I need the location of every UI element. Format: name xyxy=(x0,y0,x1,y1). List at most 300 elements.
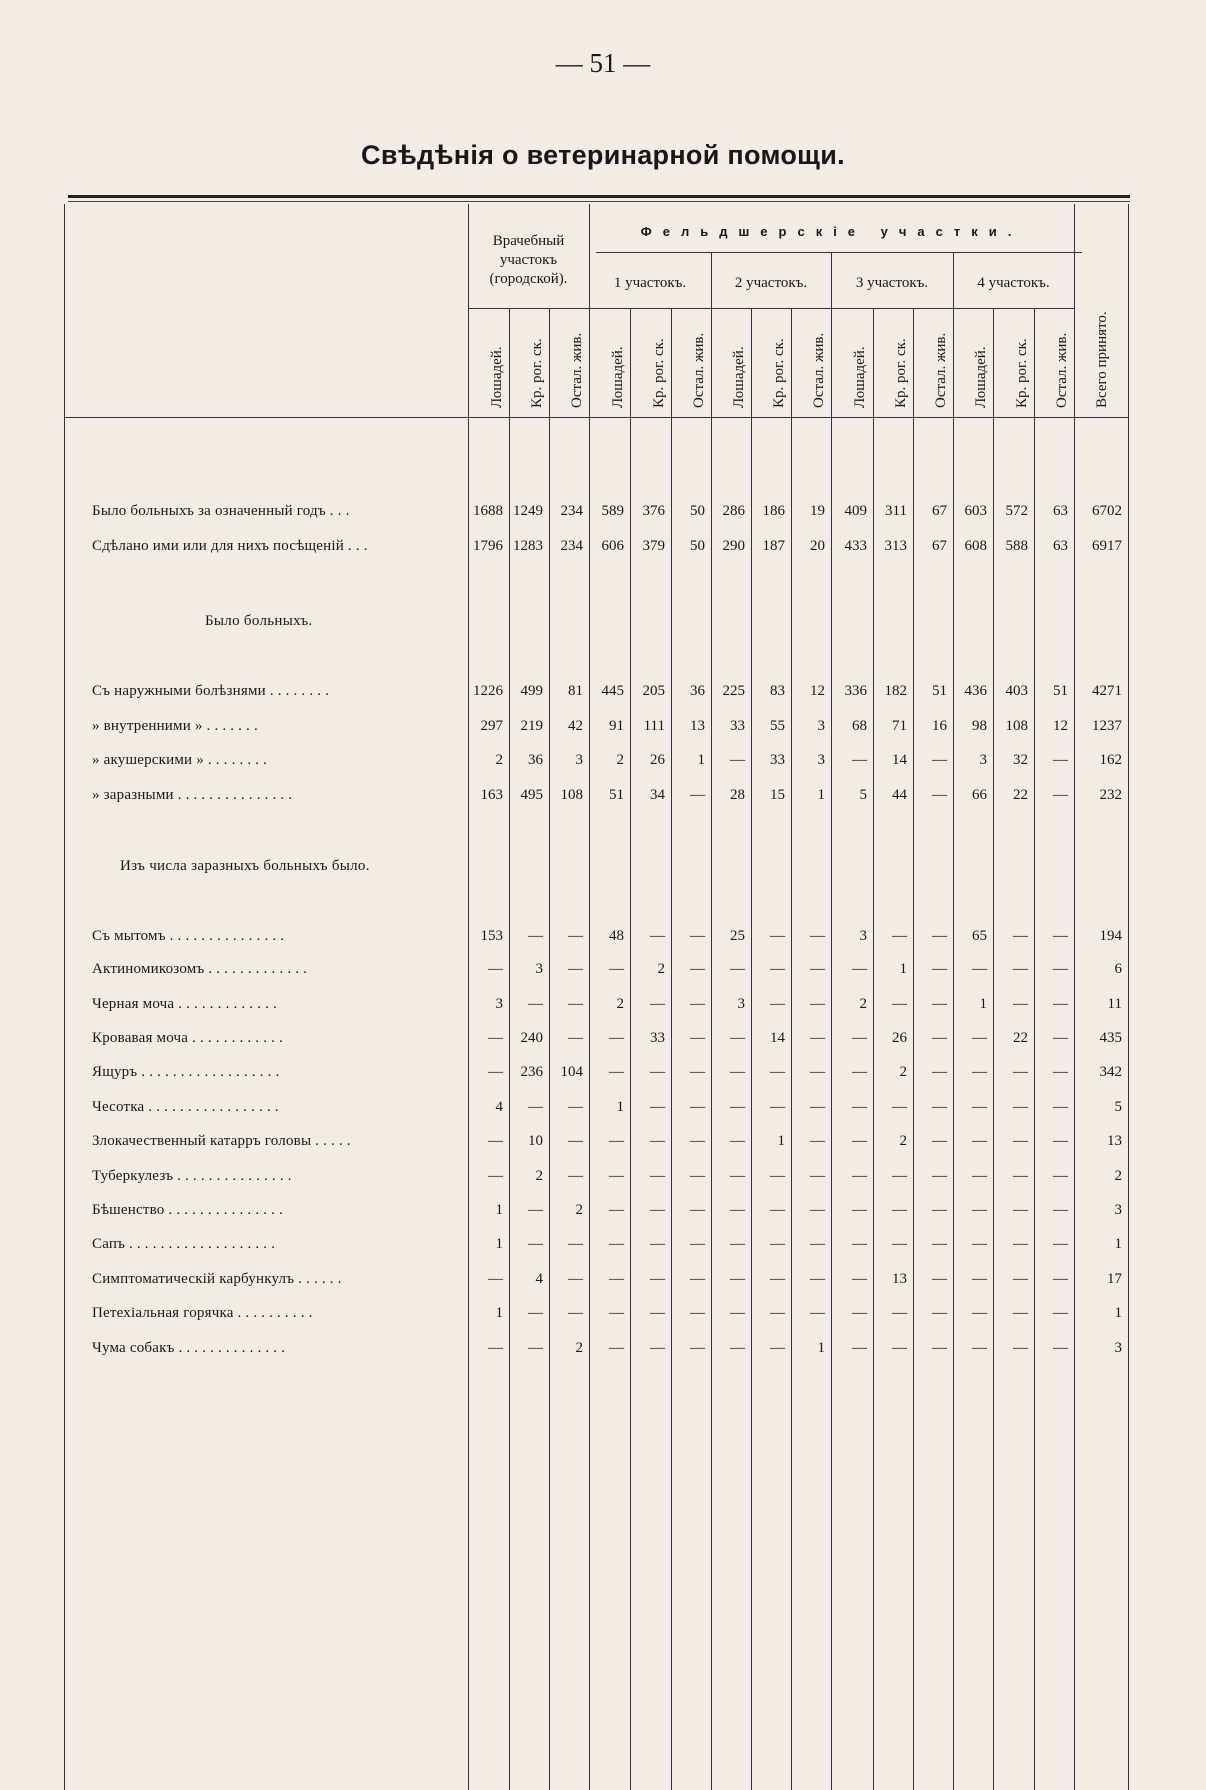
table-cell: — xyxy=(609,1340,624,1356)
table-cell: — xyxy=(609,1271,624,1287)
table-cell: — xyxy=(568,996,583,1012)
table-cell: 234 xyxy=(560,538,583,554)
table-cell: 28 xyxy=(730,787,745,803)
table-cell: — xyxy=(770,961,785,977)
row-label: Ящуръ . . . . . . . . . . . . . . . . . . xyxy=(92,1064,280,1080)
table-cell: — xyxy=(932,1305,947,1321)
table-cell: — xyxy=(488,1030,503,1046)
table-cell: — xyxy=(810,961,825,977)
table-cell: — xyxy=(1053,1099,1068,1115)
table-cell: 379 xyxy=(642,538,665,554)
table-cell: — xyxy=(810,1271,825,1287)
table-cell: — xyxy=(488,1340,503,1356)
table-cell: — xyxy=(1053,752,1068,768)
table-cell: — xyxy=(1013,928,1028,944)
header-bottom-rule xyxy=(64,417,1128,418)
table-cell: 187 xyxy=(762,538,785,554)
table-cell: 14 xyxy=(770,1030,785,1046)
table-cell: — xyxy=(690,1340,705,1356)
subcolumn-header: Остал. жив. xyxy=(933,332,949,408)
table-cell: — xyxy=(852,1202,867,1218)
table-cell: 1 xyxy=(777,1133,785,1149)
subcolumn-header: Кр. рог. ск. xyxy=(650,338,667,408)
table-cell: 3 xyxy=(1114,1340,1122,1356)
table-cell: 33 xyxy=(730,718,745,734)
table-cell: 98 xyxy=(972,718,987,734)
district-header-2: 2 участокъ. xyxy=(734,275,808,291)
table-cell: 33 xyxy=(770,752,785,768)
column-line xyxy=(913,308,914,1790)
table-cell: — xyxy=(932,1202,947,1218)
table-cell: 225 xyxy=(722,683,745,699)
subcolumn-header: Кр. рог. ск. xyxy=(771,338,787,408)
table-cell: — xyxy=(932,1340,947,1356)
doctor-district-header: Врачебный участокъ (городской). xyxy=(489,233,568,287)
table-cell: — xyxy=(1013,961,1028,977)
table-cell: 13 xyxy=(892,1271,907,1287)
table-cell: — xyxy=(852,1271,867,1287)
table-cell: — xyxy=(810,1305,825,1321)
table-cell: — xyxy=(609,1030,624,1046)
table-cell: — xyxy=(730,1236,745,1252)
column-line xyxy=(953,252,954,1790)
table-cell: — xyxy=(650,1271,665,1287)
table-cell: 1249 xyxy=(513,503,543,519)
table-cell: — xyxy=(609,1236,624,1252)
table-cell: — xyxy=(1013,1202,1028,1218)
table-cell: 10 xyxy=(528,1133,543,1149)
table-cell: — xyxy=(1013,1236,1028,1252)
row-label: Черная моча . . . . . . . . . . . . . xyxy=(92,996,277,1012)
table-cell: — xyxy=(730,1133,745,1149)
subcolumn-header: Остал. жив. xyxy=(691,332,707,408)
table-cell: 3 xyxy=(495,996,503,1012)
table-cell: 63 xyxy=(1053,503,1068,519)
table-cell: — xyxy=(568,1168,583,1184)
table-cell: 63 xyxy=(1053,538,1068,554)
table-cell: 3 xyxy=(979,752,987,768)
feldsher-rule xyxy=(596,252,1082,253)
table-cell: 91 xyxy=(609,718,624,734)
table-cell: 12 xyxy=(810,683,825,699)
table-cell: 499 xyxy=(520,683,543,699)
table-cell: 111 xyxy=(643,718,665,734)
table-cell: — xyxy=(1053,1236,1068,1252)
subcolumn-header: Остал. жив. xyxy=(569,332,585,408)
table-cell: — xyxy=(852,1064,867,1080)
table-cell: 3 xyxy=(575,752,583,768)
table-cell: — xyxy=(1053,1168,1068,1184)
table-cell: 6 xyxy=(1114,961,1122,977)
table-cell: — xyxy=(932,1271,947,1287)
table-cell: 286 xyxy=(722,503,745,519)
subcolumn-header: Остал. жив. xyxy=(1054,332,1070,408)
table-cell: 48 xyxy=(609,928,624,944)
table-cell: 2 xyxy=(575,1202,583,1218)
column-line xyxy=(549,308,550,1790)
table-cell: — xyxy=(730,1064,745,1080)
district-header-4: 4 участокъ. xyxy=(977,275,1050,291)
table-cell: — xyxy=(690,787,705,803)
table-cell: — xyxy=(568,961,583,977)
table-cell: — xyxy=(650,1064,665,1080)
table-cell: — xyxy=(1053,1030,1068,1046)
row-label: Чума собакъ . . . . . . . . . . . . . . xyxy=(92,1340,286,1356)
table-cell: 376 xyxy=(642,503,665,519)
table-cell: 1 xyxy=(495,1202,503,1218)
table-cell: — xyxy=(852,752,867,768)
row-label: Сдѣлано ими или для нихъ посѣщеній . . . xyxy=(92,538,368,554)
table-cell: — xyxy=(852,1030,867,1046)
table-cell: 1 xyxy=(1114,1305,1122,1321)
table-cell: — xyxy=(528,1305,543,1321)
table-cell: — xyxy=(488,961,503,977)
table-cell: 50 xyxy=(690,503,705,519)
table-cell: — xyxy=(690,996,705,1012)
table-cell: 33 xyxy=(650,1030,665,1046)
row-label: Туберкулезъ . . . . . . . . . . . . . . . xyxy=(92,1168,292,1184)
table-cell: — xyxy=(690,1030,705,1046)
table-cell: — xyxy=(972,1305,987,1321)
table-cell: 445 xyxy=(601,683,624,699)
table-cell: 5 xyxy=(859,787,867,803)
table-cell: — xyxy=(1013,1064,1028,1080)
table-cell: 1 xyxy=(817,787,825,803)
table-cell: 15 xyxy=(770,787,785,803)
table-cell: — xyxy=(730,752,745,768)
table-cell: — xyxy=(810,1202,825,1218)
table-cell: — xyxy=(568,1271,583,1287)
table-cell: 589 xyxy=(601,503,624,519)
column-line xyxy=(1034,308,1035,1790)
row-label: » внутренними » . . . . . . . xyxy=(92,718,258,734)
table-cell: 6702 xyxy=(1092,503,1122,519)
table-cell: — xyxy=(1013,996,1028,1012)
subcolumn-header: Лошадей. xyxy=(731,346,747,408)
table-cell: — xyxy=(932,1133,947,1149)
row-label: Бѣшенство . . . . . . . . . . . . . . . xyxy=(92,1202,283,1218)
row-label: Актиномикозомъ . . . . . . . . . . . . . xyxy=(92,961,308,977)
table-cell: — xyxy=(972,961,987,977)
row-label: Симптоматическій карбункулъ . . . . . . xyxy=(92,1271,342,1287)
table-cell: 51 xyxy=(932,683,947,699)
table-cell: — xyxy=(568,1305,583,1321)
table-cell: — xyxy=(1013,1305,1028,1321)
table-cell: — xyxy=(568,1030,583,1046)
table-cell: 2 xyxy=(535,1168,543,1184)
table-cell: — xyxy=(1013,1271,1028,1287)
table-cell: — xyxy=(650,996,665,1012)
table-cell: — xyxy=(1013,1133,1028,1149)
table-cell: 1 xyxy=(817,1340,825,1356)
column-line xyxy=(509,308,510,1790)
table-cell: — xyxy=(892,928,907,944)
table-cell: 2 xyxy=(616,996,624,1012)
table-cell: 55 xyxy=(770,718,785,734)
table-cell: 236 xyxy=(520,1064,543,1080)
table-cell: 4271 xyxy=(1092,683,1122,699)
subcolumn-header: Лошадей. xyxy=(852,346,868,408)
table-cell: — xyxy=(1053,1305,1068,1321)
table-cell: 1 xyxy=(697,752,705,768)
table-cell: — xyxy=(852,1168,867,1184)
table-cell: 2 xyxy=(575,1340,583,1356)
table-cell: 6917 xyxy=(1092,538,1122,554)
table-cell: 232 xyxy=(1099,787,1122,803)
page-title: Свѣдѣнія о ветеринарной помощи. xyxy=(361,140,845,170)
section-sick-by: Было больныхъ. xyxy=(205,613,313,629)
table-cell: — xyxy=(690,1099,705,1115)
table-cell: — xyxy=(730,1305,745,1321)
table-cell: 51 xyxy=(1053,683,1068,699)
table-cell: 234 xyxy=(560,503,583,519)
row-label: Съ мытомъ . . . . . . . . . . . . . . . xyxy=(92,928,285,944)
table-cell: — xyxy=(810,1030,825,1046)
table-cell: 5 xyxy=(1114,1099,1122,1115)
table-left-border xyxy=(64,204,65,1790)
table-cell: 67 xyxy=(932,538,947,554)
table-cell: 219 xyxy=(520,718,543,734)
table-cell: — xyxy=(972,1030,987,1046)
table-cell: 240 xyxy=(520,1030,543,1046)
table-cell: — xyxy=(972,1168,987,1184)
table-cell: — xyxy=(852,1133,867,1149)
table-cell: — xyxy=(932,1030,947,1046)
table-cell: — xyxy=(1053,787,1068,803)
section-contagious: Изъ числа заразныхъ больныхъ было. xyxy=(120,858,370,874)
table-cell: — xyxy=(690,928,705,944)
table-cell: — xyxy=(1053,996,1068,1012)
table-cell: — xyxy=(650,1202,665,1218)
table-cell: — xyxy=(810,928,825,944)
table-cell: 1226 xyxy=(473,683,503,699)
table-cell: — xyxy=(730,1099,745,1115)
row-label: Петехіальная горячка . . . . . . . . . . xyxy=(92,1305,313,1321)
row-label: Было больныхъ за означенный годъ . . . xyxy=(92,503,350,519)
row-label: Злокачественный катарръ головы . . . . . xyxy=(92,1133,351,1149)
table-cell: 495 xyxy=(520,787,543,803)
table-cell: 205 xyxy=(642,683,665,699)
table-cell: — xyxy=(730,961,745,977)
table-cell: — xyxy=(1013,1340,1028,1356)
table-cell: 194 xyxy=(1099,928,1122,944)
subcolumn-header: Кр. рог. ск. xyxy=(529,338,545,408)
table-cell: — xyxy=(730,1168,745,1184)
table-cell: — xyxy=(852,1305,867,1321)
table-cell: — xyxy=(972,1202,987,1218)
table-cell: — xyxy=(770,1099,785,1115)
table-cell: — xyxy=(650,1099,665,1115)
column-line xyxy=(751,308,752,1790)
table-cell: 16 xyxy=(932,718,947,734)
table-cell: 2 xyxy=(899,1064,907,1080)
table-cell: — xyxy=(488,1168,503,1184)
table-cell: 608 xyxy=(964,538,987,554)
table-cell: — xyxy=(609,1064,624,1080)
table-cell: — xyxy=(650,1305,665,1321)
table-cell: — xyxy=(770,1064,785,1080)
table-cell: — xyxy=(528,1099,543,1115)
table-cell: — xyxy=(1053,928,1068,944)
table-cell: — xyxy=(650,1236,665,1252)
table-cell: — xyxy=(690,1202,705,1218)
table-cell: 2 xyxy=(657,961,665,977)
table-cell: 3 xyxy=(535,961,543,977)
table-cell: 36 xyxy=(690,683,705,699)
table-cell: 182 xyxy=(884,683,907,699)
table-cell: — xyxy=(690,1133,705,1149)
table-cell: — xyxy=(690,961,705,977)
table-cell: 3 xyxy=(737,996,745,1012)
table-cell: 81 xyxy=(568,683,583,699)
table-cell: 2 xyxy=(859,996,867,1012)
table-cell: 433 xyxy=(844,538,867,554)
table-cell: — xyxy=(810,1168,825,1184)
table-cell: — xyxy=(972,1236,987,1252)
table-cell: — xyxy=(730,1202,745,1218)
table-cell: 163 xyxy=(480,787,503,803)
top-rule xyxy=(68,195,1130,198)
table-cell: 71 xyxy=(892,718,907,734)
table-cell: — xyxy=(609,1202,624,1218)
table-cell: — xyxy=(770,1305,785,1321)
row-label: Сапъ . . . . . . . . . . . . . . . . . . . xyxy=(92,1236,276,1252)
district-header-1: 1 участокъ. xyxy=(613,275,687,291)
table-cell: 108 xyxy=(1005,718,1028,734)
table-cell: — xyxy=(932,961,947,977)
table-cell: 32 xyxy=(1013,752,1028,768)
table-cell: — xyxy=(690,1168,705,1184)
table-cell: 51 xyxy=(609,787,624,803)
table-cell: — xyxy=(650,1168,665,1184)
table-cell: — xyxy=(528,1340,543,1356)
table-cell: 19 xyxy=(810,503,825,519)
table-cell: — xyxy=(810,1133,825,1149)
table-cell: 409 xyxy=(844,503,867,519)
table-cell: — xyxy=(730,1340,745,1356)
table-cell: 403 xyxy=(1005,683,1028,699)
table-cell: 3 xyxy=(817,718,825,734)
table-cell: 44 xyxy=(892,787,907,803)
table-cell: 3 xyxy=(859,928,867,944)
table-cell: — xyxy=(1053,1202,1068,1218)
subcolumn-header: Остал. жив. xyxy=(811,332,827,408)
column-line xyxy=(671,308,672,1790)
table-cell: — xyxy=(609,1305,624,1321)
table-cell: — xyxy=(770,928,785,944)
table-cell: — xyxy=(690,1064,705,1080)
table-cell: 36 xyxy=(528,752,543,768)
table-cell: — xyxy=(609,1168,624,1184)
table-cell: — xyxy=(488,1271,503,1287)
table-cell: — xyxy=(892,996,907,1012)
table-cell: 186 xyxy=(762,503,785,519)
table-cell: — xyxy=(568,928,583,944)
table-cell: — xyxy=(770,1236,785,1252)
table-cell: 108 xyxy=(560,787,583,803)
table-cell: 11 xyxy=(1107,996,1122,1012)
table-cell: — xyxy=(852,1340,867,1356)
row-label: Кровавая моча . . . . . . . . . . . . xyxy=(92,1030,283,1046)
table-cell: 68 xyxy=(852,718,867,734)
subcolumn-header: Лошадей. xyxy=(609,346,626,408)
table-cell: 311 xyxy=(885,503,907,519)
table-cell: — xyxy=(932,1168,947,1184)
feldsher-districts-header: Фельдшерскіе участки. xyxy=(640,224,1023,239)
table-cell: 50 xyxy=(690,538,705,554)
table-cell: 1 xyxy=(899,961,907,977)
table-cell: — xyxy=(650,928,665,944)
table-cell: — xyxy=(528,1202,543,1218)
table-cell: — xyxy=(770,1202,785,1218)
table-cell: — xyxy=(488,1064,503,1080)
table-cell: 603 xyxy=(964,503,987,519)
table-cell: 34 xyxy=(650,787,665,803)
table-cell: — xyxy=(770,1168,785,1184)
total-header: Всего принято. xyxy=(1094,311,1110,408)
table-cell: 1 xyxy=(1114,1236,1122,1252)
table-cell: — xyxy=(528,1236,543,1252)
table-cell: 104 xyxy=(560,1064,583,1080)
table-cell: 1 xyxy=(495,1236,503,1252)
table-right-border xyxy=(1128,204,1129,1790)
table-cell: — xyxy=(852,1236,867,1252)
table-cell: — xyxy=(609,1133,624,1149)
table-cell: 588 xyxy=(1005,538,1028,554)
table-cell: 2 xyxy=(1114,1168,1122,1184)
table-cell: — xyxy=(892,1202,907,1218)
table-cell: 3 xyxy=(1114,1202,1122,1218)
table-cell: 4 xyxy=(495,1099,503,1115)
table-cell: — xyxy=(892,1168,907,1184)
table-cell: — xyxy=(730,1030,745,1046)
subcolumn-header: Кр. рог. ск. xyxy=(1013,338,1030,408)
table-cell: — xyxy=(810,996,825,1012)
column-line xyxy=(873,308,874,1790)
table-cell: — xyxy=(1053,1064,1068,1080)
table-cell: 1283 xyxy=(513,538,543,554)
column-line xyxy=(630,308,631,1790)
column-line xyxy=(711,252,712,1790)
table-cell: 25 xyxy=(730,928,745,944)
table-cell: — xyxy=(1053,1340,1068,1356)
table-cell: — xyxy=(568,1099,583,1115)
table-cell: — xyxy=(892,1340,907,1356)
table-cell: — xyxy=(730,1271,745,1287)
table-cell: — xyxy=(528,996,543,1012)
table-cell: — xyxy=(932,928,947,944)
row-label: Чесотка . . . . . . . . . . . . . . . . . xyxy=(92,1099,279,1115)
table-cell: — xyxy=(972,1133,987,1149)
table-cell: — xyxy=(892,1236,907,1252)
table-cell: 26 xyxy=(892,1030,907,1046)
table-cell: — xyxy=(1013,1099,1028,1115)
table-cell: 42 xyxy=(568,718,583,734)
table-cell: 3 xyxy=(817,752,825,768)
table-cell: — xyxy=(972,1064,987,1080)
table-cell: 435 xyxy=(1099,1030,1122,1046)
table-cell: 572 xyxy=(1005,503,1028,519)
table-cell: 1 xyxy=(979,996,987,1012)
table-cell: — xyxy=(690,1305,705,1321)
table-cell: 297 xyxy=(480,718,503,734)
table-cell: 153 xyxy=(480,928,503,944)
table-cell: 4 xyxy=(535,1271,543,1287)
table-cell: — xyxy=(690,1271,705,1287)
column-line xyxy=(993,308,994,1790)
table-cell: — xyxy=(932,787,947,803)
subcolumn-header: Кр. рог. ск. xyxy=(893,338,909,408)
